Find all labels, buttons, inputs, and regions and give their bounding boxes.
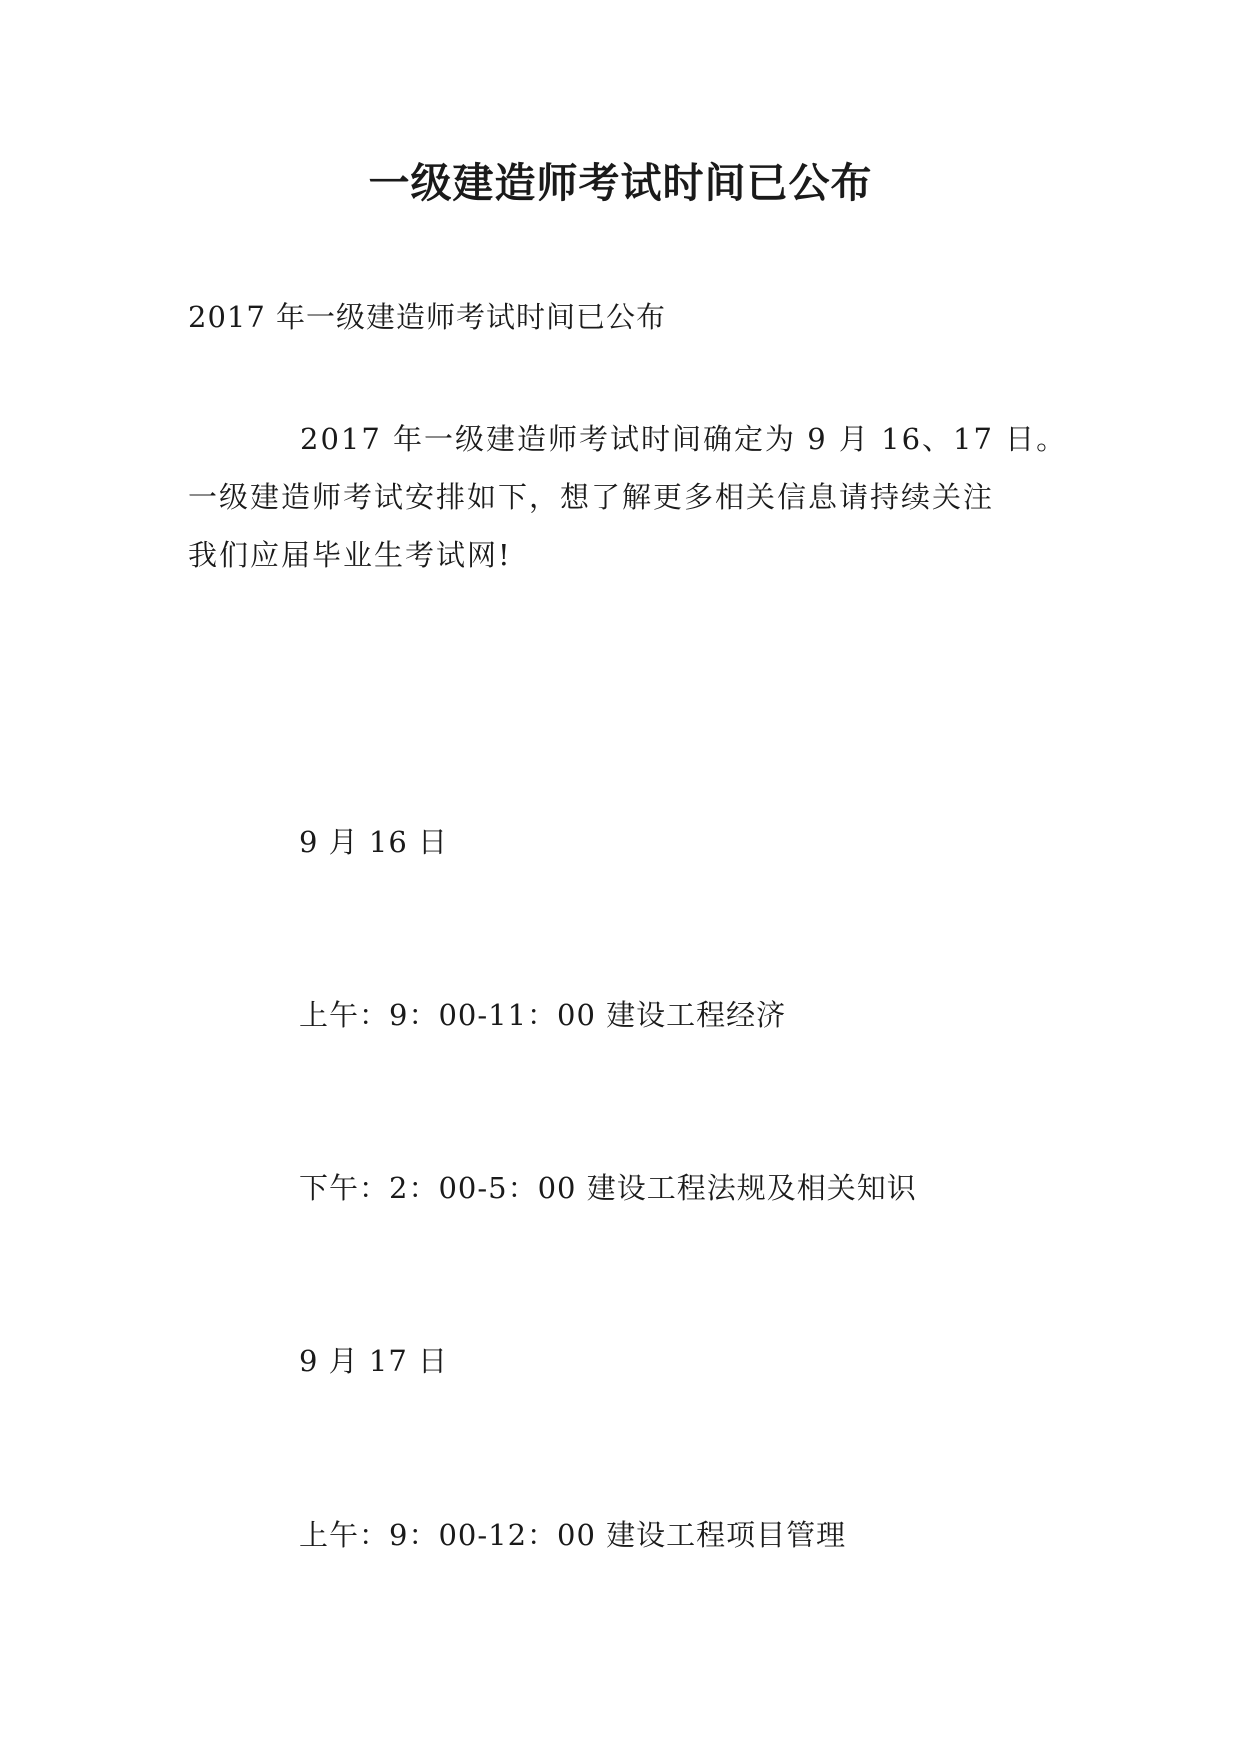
intro-line-3: 我们应届毕业生考试网! bbox=[188, 538, 512, 572]
schedule-afternoon-day1: 下午：2：00-5：00 建设工程法规及相关知识 bbox=[299, 1171, 917, 1205]
schedule-morning-day2: 上午：9：00-12：00 建设工程项目管理 bbox=[299, 1518, 847, 1552]
schedule-date-day1: 9 月 16 日 bbox=[299, 825, 449, 859]
intro-paragraph bbox=[188, 410, 1068, 584]
document-subtitle: 2017 年一级建造师考试时间已公布 bbox=[188, 300, 667, 334]
intro-line-1: 2017 年一级建造师考试时间确定为 9 月 16、17 日。 bbox=[300, 422, 1068, 456]
schedule-morning-day1: 上午：9：00-11：00 建设工程经济 bbox=[299, 998, 787, 1032]
document-title: 一级建造师考试时间已公布 bbox=[368, 159, 873, 207]
intro-line-2: 一级建造师考试安排如下，想了解更多相关信息请持续关注 bbox=[188, 480, 995, 514]
schedule-date-day2: 9 月 17 日 bbox=[299, 1344, 449, 1378]
